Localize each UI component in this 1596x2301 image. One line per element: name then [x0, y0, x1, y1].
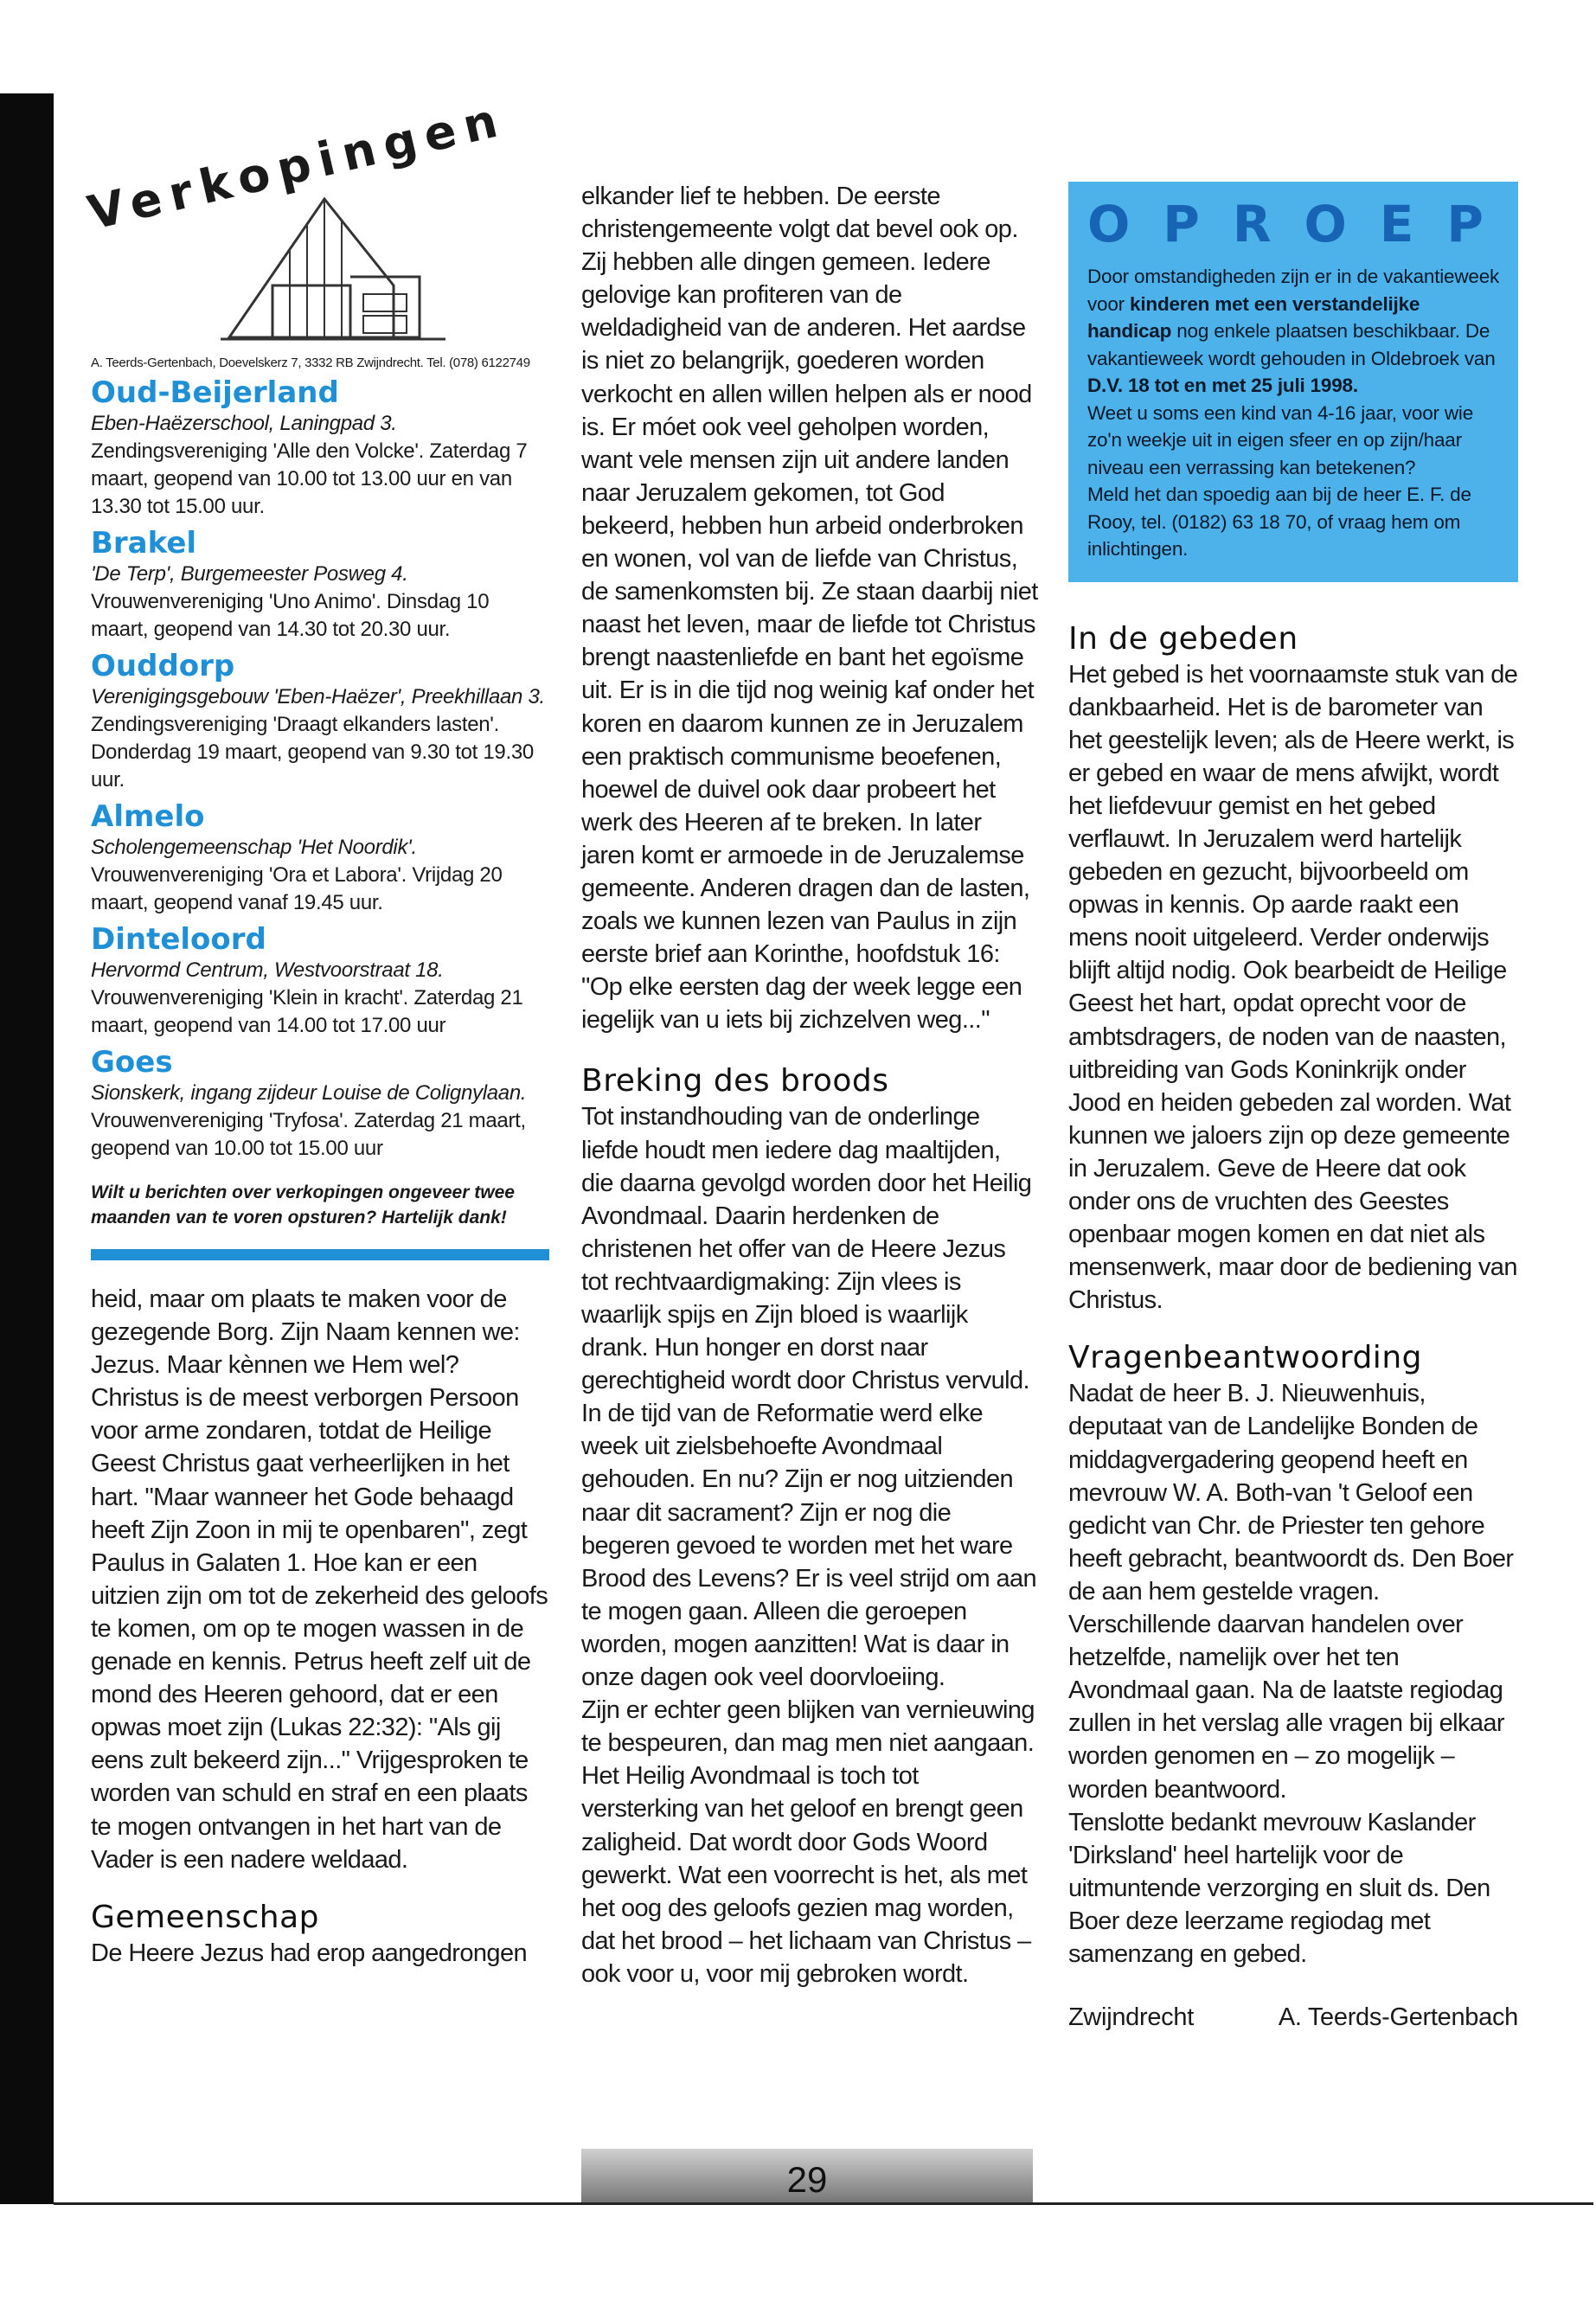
oproep-dates: D.V. 18 tot en met 25 juli 1998.	[1087, 375, 1358, 396]
list-item	[91, 799, 549, 917]
list-item	[91, 1045, 549, 1163]
oproep-paragraph	[1087, 263, 1501, 400]
entry-text: Vrouwenvereniging 'Uno Animo'. Dinsdag 10 maart, geopend van 14.30 tot 20.30 uur.	[91, 590, 490, 641]
oproep-paragraph: Meld het dan spoedig aan bij de heer E. F. de Rooy, tel. (0182) 63 18 70, of vraag hem om inlichtingen.	[1087, 484, 1471, 560]
verkopingen-box	[82, 91, 549, 1260]
entry-text: Vrouwenvereniging 'Klein in kracht'. Zaterdag 21 maart, geopend van 14.00 tot 17.00 uur	[91, 986, 523, 1037]
bottom-rule	[54, 2202, 1593, 2205]
oproep-text: Door omstandigheden zijn er in de vakantieweek voor	[1087, 266, 1500, 315]
section-heading-vragen: Vragenbeantwoording	[1068, 1340, 1422, 1376]
scan-edge	[0, 93, 54, 2204]
town-name: Oud-Beijerland	[91, 375, 339, 410]
entry-text: Zendingsvereniging 'Alle den Volcke'. Zaterdag 7 maart, geopend van 10.00 tot 13.00 uur en van 13.30 tot 15.00 uur.	[91, 439, 528, 518]
oproep-text: nog enkele plaatsen beschikbaar. De vakantieweek wordt gehouden in Oldebroek van	[1087, 320, 1496, 369]
column-right	[1068, 182, 1518, 2032]
body-paragraph: Zijn er echter geen blijken van vernieuwing te bespeuren, dan mag men niet aangaan. Het Heilig Avondmaal is toch tot versterking van het geloof en brengt geen zaligheid. Dat wordt door Gods Woord gewerkt. Wat een voorrecht is het, als met het oog des geloofs gezien mag worden, dat het brood – het lichaam van Christus – ook voor u, voor mij gebroken wordt.	[581, 1696, 1035, 1988]
body-paragraph: Tot instandhouding van de onderlinge liefde houdt men iedere dag maaltijden, die daarna gevolgd worden door het Heilig Avondmaal. Daarin herdenken de christenen het offer van de Heere Jezus tot rechtvaardigmaking: Zijn vlees is waarlijk spijs en Zijn bloed is waarlijk drank. Hun honger en dorst naar gerechtigheid wordt door Christus vervuld. In de tijd van de Reformatie werd elke week uit zielsbehoefte Avondmaal gehouden. En nu? Zijn er nog uitzienden naar dit sacrament? Zijn er nog die begeren gevoed te worden met het ware Brood des Levens? Er is veel strijd om aan te mogen gaan. Alleen die geroepen worden, mogen aanzitten! Wat is daar in onze dagen ook veel doorvloeiing.	[581, 1103, 1037, 1692]
church-drawing-icon	[221, 182, 445, 346]
column-left	[82, 91, 549, 1970]
oproep-paragraph: Weet u soms een kind van 4-16 jaar, voor wie zo'n weekje uit in eigen sfeer en op zijn/haar niveau een verrassing kan betekenen?	[1087, 401, 1474, 478]
oproep-title: OPROEP	[1087, 195, 1516, 253]
body-paragraph: Tenslotte bedankt mevrouw Kaslander 'Dirksland' heel hartelijk voor de uitmuntende verzorging en sluit ds. Den Boer deze leerzame regiodag met samenzang en gebed.	[1068, 1808, 1490, 1968]
body-paragraph: De Heere Jezus had erop aangedrongen	[91, 1939, 527, 1967]
town-name: Dinteloord	[91, 922, 266, 957]
signature-place: Zwijndrecht	[1068, 2003, 1194, 2032]
section-heading-breking: Breking des broods	[581, 1063, 889, 1099]
entry-place: 'De Terp', Burgemeester Posweg 4.	[91, 562, 408, 586]
divider-bar	[91, 1249, 549, 1260]
entry-text: Vrouwenvereniging 'Ora et Labora'. Vrijdag 20 maart, geopend vanaf 19.45 uur.	[91, 863, 503, 914]
town-name: Almelo	[91, 799, 205, 834]
signature-name: A. Teerds-Gertenbach	[1278, 2003, 1518, 2032]
list-item	[91, 526, 549, 644]
entry-place: Scholengemeenschap 'Het Noordik'.	[91, 836, 417, 859]
column-middle	[581, 180, 1038, 1990]
list-item	[91, 922, 549, 1040]
page-number-bar	[581, 2149, 1033, 2202]
section-heading-gebeden: In de gebeden	[1068, 620, 1298, 657]
body-paragraph: Het gebed is het voornaamste stuk van de dankbaarheid. Het is de barometer van het geestelijk leven; als de Heere werkt, is er gebed en waar de mens afwijkt, wordt het liefdevuur gemist en het gebed verflauwt. In Jeruzalem werd hartelijk gebeden en gezucht, bijvoorbeeld om opwas in kennis. Op aarde raakt een mens nooit uitgeleerd. Verder onderwijs blijft altijd nodig. Ook bearbeidt de Heilige Geest het hart, opdat oprecht voor de ambtsdragers, de noden van de naasten, uitbreiding van Gods Koninkrijk onder Jood en heiden gebeden zal worden. Wat kunnen we jaloers zijn op deze gemeente in Jeruzalem. Geve de Heere dat ook onder ons de vruchten des Geestes openbaar mogen komen en dat niet als mensenwerk, maar door de bediening van Christus.	[1068, 660, 1518, 1315]
page-number: 29	[786, 2159, 828, 2200]
entry-text: Zendingsvereniging 'Draagt elkanders lasten'. Donderdag 19 maart, geopend van 9.30 tot 19.30 uur.	[91, 713, 534, 792]
oproep-box	[1068, 182, 1518, 582]
list-item	[91, 649, 549, 794]
body-paragraph: elkander lief te hebben. De eerste christengemeente volgt dat bevel ook op. Zij hebben alle dingen gemeen. Iedere gelovige kan profiteren van de weldadigheid van de anderen. Het aardse is niet zo belangrijk, goederen worden verkocht en allen willen helpen als er nood is. Er móet ook veel geholpen worden, want vele mensen zijn uit andere landen naar Jeruzalem gekomen, tot God bekeerd, hebben hun arbeid onderbroken en wonen, vol van de liefde van Christus, de samenkomsten bij. Ze staan daarbij niet naast het leven, maar de liefde tot Christus brengt naastenliefde en bant het egoïsme uit. Er is in die tijd nog weinig kaf onder het koren en daarom kunnen ze in Jeruzalem een praktisch communisme beoefenen, hoewel de duivel ook daar probeert het werk des Heeren af te breken. In later jaren komt er armoede in de Jeruzalemse gemeente. Anderen dragen dan de lasten, zoals we kunnen lezen van Paulus in zijn eerste brief aan Korinthe, hoofdstuk 16: "Op elke eersten dag der week legge een iegelijk van u iets bij zichzelven weg..."	[581, 183, 1038, 1035]
town-name: Brakel	[91, 526, 197, 561]
contact-address: A. Teerds-Gertenbach, Doevelskerz 7, 3332 RB Zwijndrecht. Tel. (078) 6122749	[91, 356, 530, 370]
signature	[1068, 2003, 1518, 2032]
verkopingen-title: Verkopingen	[82, 91, 511, 240]
submission-note: Wilt u berichten over verkopingen ongeveer twee maanden van te voren opsturen? Hartelijk dank!	[91, 1183, 515, 1227]
body-paragraph: Nadat de heer B. J. Nieuwenhuis, deputaat van de Landelijke Bonden de middagvergadering geopend heeft en mevrouw W. A. Both-van 't Geloof een gedicht van Chr. de Priester ten gehore heeft gebracht, beantwoordt ds. Den Boer de aan hem gestelde vragen. Verschillende daarvan handelen over hetzelfde, namelijk over het ten Avondmaal gaan. Na de laatste regiodag zullen in het verslag alle vragen bij elkaar worden genomen en – zo mogelijk – worden beantwoord.	[1068, 1380, 1514, 1804]
list-item	[91, 375, 549, 521]
section-heading-gemeenschap: Gemeenschap	[91, 1899, 320, 1935]
town-name: Ouddorp	[91, 649, 235, 683]
entry-place: Sionskerk, ingang zijdeur Louise de Colignylaan.	[91, 1081, 527, 1105]
entry-place: Eben-Haëzerschool, Laningpad 3.	[91, 412, 397, 435]
entry-list	[91, 375, 549, 1163]
body-paragraph: heid, maar om plaats te maken voor de gezegende Borg. Zijn Naam kennen we: Jezus. Maar kènnen we Hem wel? Christus is de meest verborgen Persoon voor arme zondaren, totdat de Heilige Geest Christus gaat verheerlijken in het hart. "Maar wanneer het Gode behaagd heeft Zijn Zoon in mij te openbaren", zegt Paulus in Galaten 1. Hoe kan er een uitzien zijn om tot de zekerheid des geloofs te komen, om op te mogen wassen in de genade en kennis. Petrus heeft zelf uit de mond des Heeren gehoord, dat er een opwas moet zijn (Lukas 22:32): "Als gij eens zult bekeerd zijn..." Vrijgesproken te worden van schuld en straf en een plaats te mogen ontvangen in het hart van de Vader is een nadere weldaad.	[91, 1285, 548, 1874]
entry-place: Verenigingsgebouw 'Eben-Haëzer', Preekhillaan 3.	[91, 685, 545, 708]
town-name: Goes	[91, 1045, 173, 1080]
entry-text: Vrouwenvereniging 'Tryfosa'. Zaterdag 21 maart, geopend van 10.00 tot 15.00 uur	[91, 1109, 526, 1160]
oproep-emphasis: kinderen met een verstandelijke handicap	[1087, 292, 1420, 342]
verkopingen-logo	[82, 91, 549, 359]
entry-place: Hervormd Centrum, Westvoorstraat 18.	[91, 958, 444, 982]
